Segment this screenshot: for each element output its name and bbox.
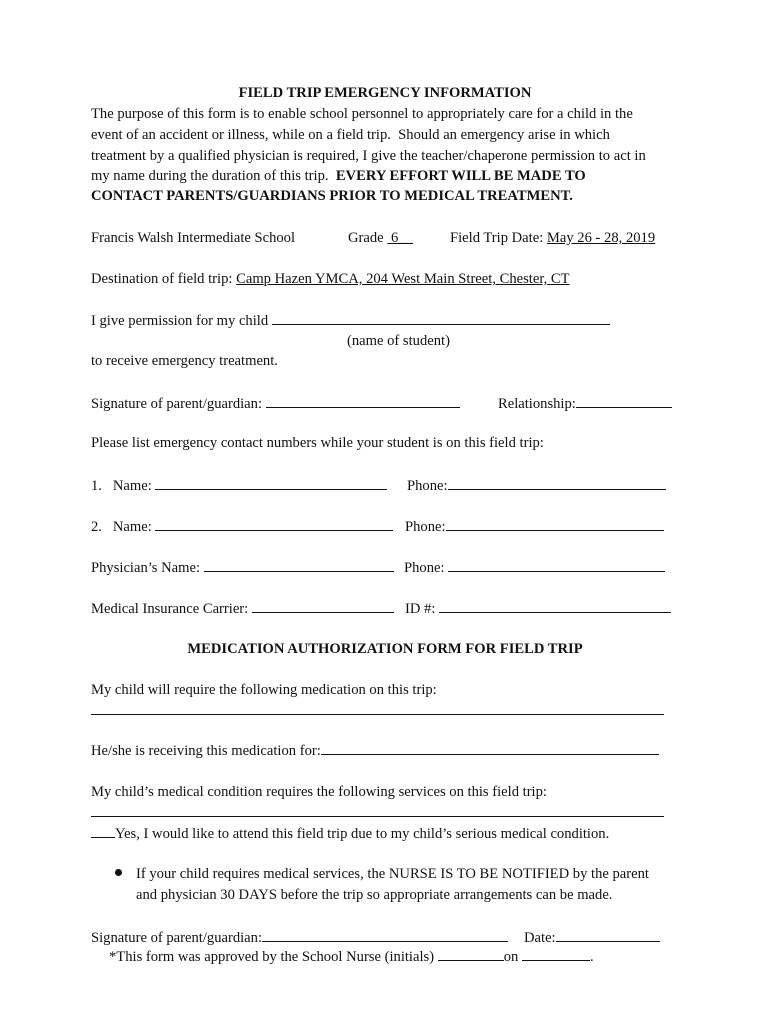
insurance-field <box>91 598 394 619</box>
grade-value[interactable]: 6__ <box>390 230 413 246</box>
bullet-icon <box>115 869 122 876</box>
contact-2-phone-field <box>405 516 664 537</box>
physician-label: Physician’s Name: <box>91 560 201 576</box>
insurance-label: Medical Insurance Carrier: <box>91 601 249 617</box>
medication-for-line[interactable] <box>321 740 659 755</box>
medical-services-label: My child’s medical condition requires the following services on this field trip: <box>91 784 547 800</box>
insurance-id-label: ID #: <box>405 601 436 617</box>
contact-2-phone-line[interactable] <box>446 516 664 531</box>
medication-required-line[interactable] <box>91 714 664 715</box>
contact-2-phone-label: Phone: <box>405 519 446 535</box>
medication-for-label: He/she is receiving this medication for: <box>91 743 321 759</box>
trip-date-value[interactable]: May 26 - 28, 2019 <box>546 230 656 246</box>
nurse-approval-text: *This form was approved by the School Nurse (initials) <box>109 949 435 965</box>
contacts-prompt: Please list emergency contact numbers while your student is on this field trip: <box>91 435 544 451</box>
medical-services-line[interactable] <box>91 816 664 817</box>
approval-date-line[interactable] <box>522 946 590 961</box>
insurance-line[interactable] <box>252 598 394 613</box>
nurse-initials-line[interactable] <box>438 946 504 961</box>
destination-value[interactable]: Camp Hazen YMCA, 204 West Main Street, Chester, CT <box>236 271 570 287</box>
intro-bold-notice: EVERY EFFORT WILL BE MADE TO <box>335 168 586 184</box>
approval-on-text: on <box>503 949 519 965</box>
nurse-notice-line-1: If your child requires medical services, the NURSE IS TO BE NOTIFIED by the parent <box>136 866 649 882</box>
trip-date-label: Field Trip Date: <box>450 230 544 246</box>
destination-field <box>91 269 570 289</box>
physician-field <box>91 557 394 578</box>
school-name: Francis Walsh Intermediate School <box>91 230 296 246</box>
nurse-notice-line-2: and physician 30 DAYS before the trip so appropriate arrangements can be made. <box>136 887 613 903</box>
medication-for-field <box>91 740 659 761</box>
signature-label: Signature of parent/guardian: <box>91 396 263 412</box>
contact-1-phone-label: Phone: <box>407 478 448 494</box>
contact-1-name-line[interactable] <box>155 475 387 490</box>
physician-phone-label: Phone: <box>404 560 445 576</box>
relationship-line[interactable] <box>576 393 672 408</box>
final-signature-line[interactable] <box>262 927 508 942</box>
contact-1-name-label: 1. Name: <box>91 478 152 494</box>
contact-1-phone-line[interactable] <box>448 475 666 490</box>
contact-2-name-label: 2. Name: <box>91 519 152 535</box>
contact-1-phone-field <box>407 475 666 496</box>
signature-field <box>91 393 460 414</box>
grade-field <box>348 228 413 248</box>
medication-required-label: My child will require the following medication on this trip: <box>91 682 437 698</box>
attend-confirmation-text: Yes, I would like to attend this field trip due to my child’s serious medical condition. <box>115 826 610 842</box>
form-title: FIELD TRIP EMERGENCY INFORMATION <box>238 85 532 101</box>
contact-2-name-field <box>91 516 393 537</box>
intro-line-1: The purpose of this form is to enable school personnel to appropriately care for a child in the <box>91 106 633 122</box>
attend-checkbox-line[interactable] <box>91 823 115 838</box>
student-name-line[interactable] <box>272 310 610 325</box>
final-signature-field <box>91 927 508 948</box>
insurance-id-field <box>405 598 671 619</box>
permission-field <box>91 310 610 331</box>
permission-label: I give permission for my child <box>91 313 269 329</box>
receive-treatment-text: to receive emergency treatment. <box>91 353 278 369</box>
physician-phone-field <box>404 557 665 578</box>
date-field <box>524 927 660 948</box>
physician-phone-line[interactable] <box>448 557 665 572</box>
intro-line-2: event of an accident or illness, while on a field trip. Should an emergency arise in which <box>91 127 610 143</box>
relationship-label: Relationship: <box>498 396 576 412</box>
trip-date-field <box>450 228 655 248</box>
medication-section-title: MEDICATION AUTHORIZATION FORM FOR FIELD TRIP <box>187 641 583 657</box>
final-signature-label: Signature of parent/guardian: <box>91 930 263 946</box>
date-line[interactable] <box>556 927 660 942</box>
intro-line-3: treatment by a qualified physician is required, I give the teacher/chaperone permission to act in <box>91 148 646 164</box>
physician-line[interactable] <box>204 557 394 572</box>
name-of-student-caption: (name of student) <box>347 333 450 349</box>
grade-label: Grade <box>348 230 384 246</box>
intro-line-4 <box>91 166 586 186</box>
intro-line-4-text: my name during the duration of this trip. <box>91 168 329 184</box>
relationship-field <box>498 393 672 414</box>
contact-2-name-line[interactable] <box>155 516 393 531</box>
intro-bold-notice-2: CONTACT PARENTS/GUARDIANS PRIOR TO MEDICAL TREATMENT. <box>91 188 573 204</box>
date-label: Date: <box>524 930 556 946</box>
insurance-id-line[interactable] <box>439 598 671 613</box>
attend-confirmation <box>91 823 609 844</box>
contact-1-name-field <box>91 475 387 496</box>
nurse-approval-note: *This form was approved by the School Nurse (initials) on . <box>109 946 594 967</box>
signature-line[interactable] <box>266 393 460 408</box>
destination-label: Destination of field trip: <box>91 271 233 287</box>
